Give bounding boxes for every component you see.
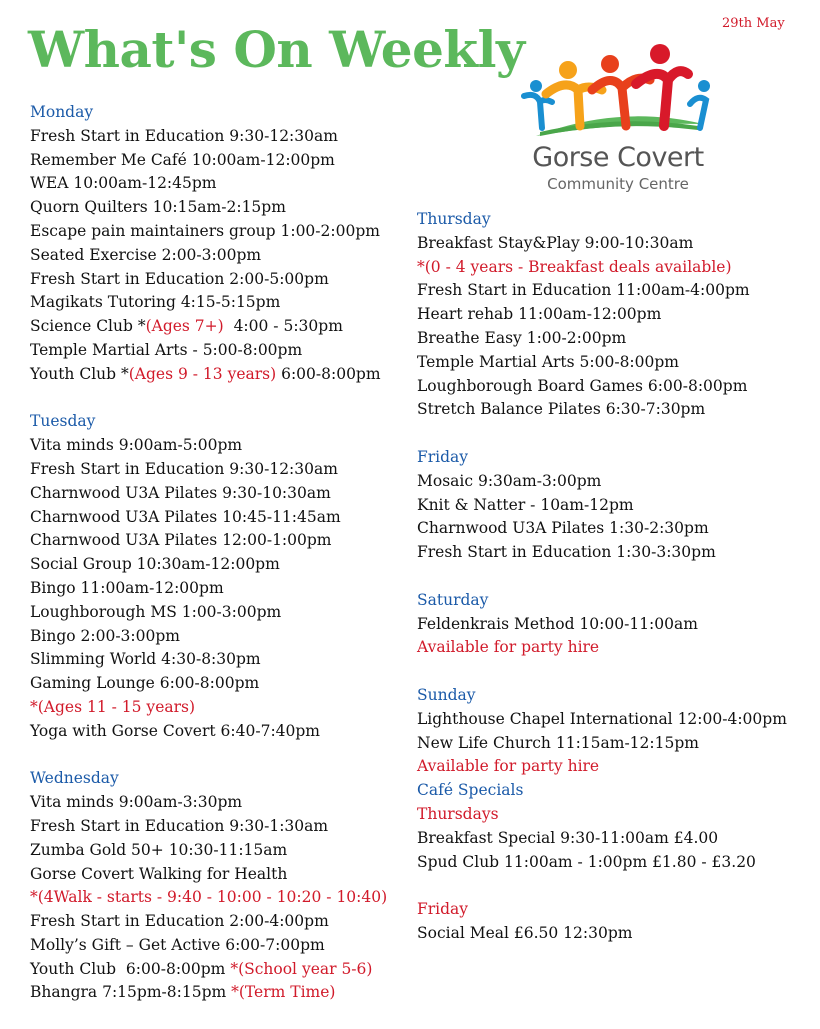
list-item: Molly’s Gift – Get Active 6:00-7:00pm xyxy=(30,935,325,954)
item-text: Science Club * xyxy=(30,317,146,336)
day-heading-monday: Monday xyxy=(30,103,94,121)
list-item xyxy=(30,315,387,339)
age-note: *(Ages 11 - 15 years) xyxy=(30,697,196,716)
list-item: Mosaic 9:30am-3:00pm xyxy=(417,471,602,490)
list-item: Gaming Lounge 6:00-8:00pm xyxy=(30,674,260,693)
list-item: Slimming World 4:30-8:30pm xyxy=(30,650,261,669)
list-item: Seated Exercise 2:00-3:00pm xyxy=(30,245,262,264)
friday-section xyxy=(417,446,787,565)
cafe-thursdays-heading: Thursdays xyxy=(417,804,499,823)
tuesday-section xyxy=(30,410,387,743)
thursday-section xyxy=(417,208,787,422)
sunday-section xyxy=(417,684,787,779)
list-item: Lighthouse Chapel International 12:00-4:00pm xyxy=(417,709,787,728)
party-hire-note: Available for party hire xyxy=(417,638,600,657)
list-item xyxy=(30,981,387,1005)
list-item: Loughborough Board Games 6:00-8:00pm xyxy=(417,376,748,395)
list-item: Temple Martial Arts - 5:00-8:00pm xyxy=(30,340,303,359)
item-text: Youth Club * xyxy=(30,364,129,383)
list-item: Stretch Balance Pilates 6:30-7:30pm xyxy=(417,400,706,419)
list-item: Bingo 2:00-3:00pm xyxy=(30,626,180,645)
list-item: WEA 10:00am-12:45pm xyxy=(30,174,217,193)
list-item: Charnwood U3A Pilates 1:30-2:30pm xyxy=(417,519,709,538)
list-item: Fresh Start in Education 11:00am-4:00pm xyxy=(417,281,750,300)
list-item: Feldenkrais Method 10:00-11:00am xyxy=(417,614,698,633)
item-text: Bhangra 7:15pm-8:15pm xyxy=(30,983,232,1002)
age-note: (Ages 9 - 13 years) xyxy=(128,364,277,383)
list-item: Breakfast Special 9:30-11:00am £4.00 xyxy=(417,828,719,847)
list-item: Breakfast Stay&Play 9:00-10:30am xyxy=(417,233,694,252)
list-item: Charnwood U3A Pilates 12:00-1:00pm xyxy=(30,531,332,550)
list-item: Social Meal £6.50 12:30pm xyxy=(417,923,633,942)
logo-subtitle: Community Centre xyxy=(547,175,689,193)
day-heading-friday: Friday xyxy=(417,447,469,466)
list-item: Fresh Start in Education 2:00-4:00pm xyxy=(30,912,329,931)
list-item: Gorse Covert Walking for Health xyxy=(30,864,288,883)
day-heading-tuesday: Tuesday xyxy=(30,412,96,431)
cafe-specials-section xyxy=(417,779,787,946)
item-time: 4:00 - 5:30pm xyxy=(223,317,343,336)
list-item: Charnwood U3A Pilates 9:30-10:30am xyxy=(30,483,331,502)
list-item: Escape pain maintainers group 1:00-2:00pm xyxy=(30,221,380,240)
saturday-section xyxy=(417,589,787,660)
list-item: Charnwood U3A Pilates 10:45-11:45am xyxy=(30,507,341,526)
list-item: Social Group 10:30am-12:00pm xyxy=(30,555,280,574)
wednesday-section xyxy=(30,767,387,1005)
list-item: Knit & Natter - 10am-12pm xyxy=(417,495,634,514)
page-title: What's On Weekly xyxy=(28,20,525,79)
list-item: Magikats Tutoring 4:15-5:15pm xyxy=(30,293,281,312)
list-item: Remember Me Café 10:00am-12:00pm xyxy=(30,150,335,169)
list-item: New Life Church 11:15am-12:15pm xyxy=(417,733,699,752)
age-note: (Ages 7+) xyxy=(145,317,224,336)
list-item: Heart rehab 11:00am-12:00pm xyxy=(417,305,662,324)
list-item: Breathe Easy 1:00-2:00pm xyxy=(417,328,627,347)
item-text: Youth Club 6:00-8:00pm xyxy=(30,959,231,978)
list-item: Loughborough MS 1:00-3:00pm xyxy=(30,602,282,621)
left-column xyxy=(30,101,387,1029)
list-item: Quorn Quilters 10:15am-2:15pm xyxy=(30,198,286,217)
list-item: Fresh Start in Education 9:30-12:30am xyxy=(30,126,338,145)
monday-section xyxy=(30,101,387,387)
day-heading-sunday: Sunday xyxy=(417,685,476,704)
party-hire-note: Available for party hire xyxy=(417,757,600,776)
list-item: Fresh Start in Education 9:30-1:30am xyxy=(30,816,329,835)
list-item: Vita minds 9:00am-5:00pm xyxy=(30,436,243,455)
list-item: Yoga with Gorse Covert 6:40-7:40pm xyxy=(30,721,321,740)
list-item: Vita minds 9:00am-3:30pm xyxy=(30,793,243,812)
community-centre-logo xyxy=(518,44,718,196)
logo-name: Gorse Covert xyxy=(532,142,704,173)
list-item xyxy=(30,363,387,387)
item-time: 6:00-8:00pm xyxy=(276,364,381,383)
list-item: Spud Club 11:00am - 1:00pm £1.80 - £3.20 xyxy=(417,852,756,871)
list-item: Fresh Start in Education 9:30-12:30am xyxy=(30,459,338,478)
day-heading-saturday: Saturday xyxy=(417,590,489,609)
age-note: *(0 - 4 years - Breakfast deals available) xyxy=(417,257,732,276)
day-heading-thursday: Thursday xyxy=(417,210,491,228)
list-item: Bingo 11:00am-12:00pm xyxy=(30,578,224,597)
term-note: *(Term Time) xyxy=(231,983,336,1002)
list-item: Fresh Start in Education 2:00-5:00pm xyxy=(30,269,329,288)
age-note: *(School year 5-6) xyxy=(230,959,373,978)
list-item: Temple Martial Arts 5:00-8:00pm xyxy=(417,352,680,371)
cafe-friday-heading: Friday xyxy=(417,900,469,919)
right-column xyxy=(417,208,787,946)
people-logo-icon xyxy=(518,44,718,140)
day-heading-wednesday: Wednesday xyxy=(30,769,119,788)
list-item: Zumba Gold 50+ 10:30-11:15am xyxy=(30,840,288,859)
list-item: Fresh Start in Education 1:30-3:30pm xyxy=(417,543,716,562)
walk-times-note: *(4Walk - starts - 9:40 - 10:00 - 10:20 - 10:40) xyxy=(30,888,388,907)
cafe-specials-heading: Café Specials xyxy=(417,781,524,800)
date-label: 29th May xyxy=(722,16,785,31)
list-item xyxy=(30,958,387,982)
